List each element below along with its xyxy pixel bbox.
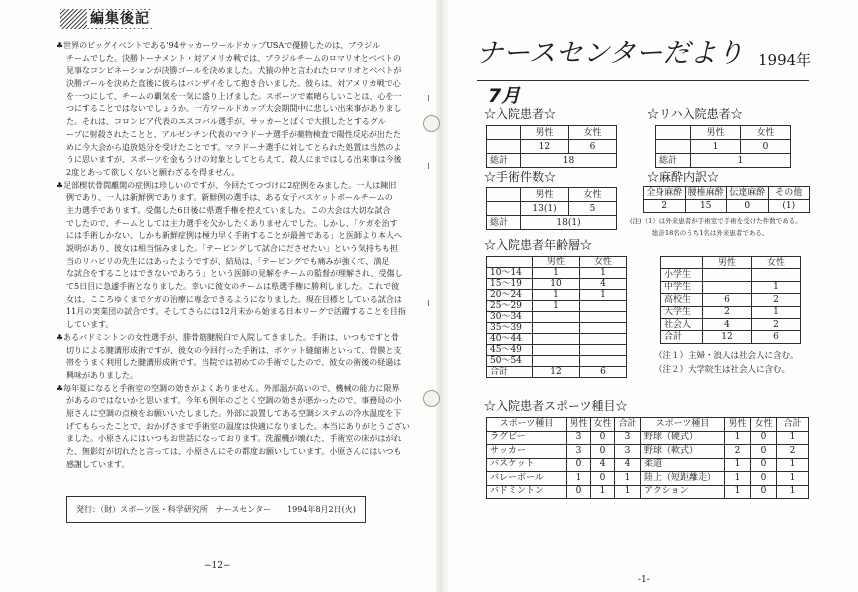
table-row — [661, 281, 801, 293]
occupation-note: （注１）主婦・浪人は社会人に含む。 — [654, 351, 799, 361]
male-count: 12 — [521, 140, 569, 154]
row-label: 中学生 — [661, 281, 703, 293]
row-label: 30～34 — [487, 312, 533, 323]
note-line: でしたので、チームとしては主力選手を欠かしたくありませんでした。しかし、「ケガを治す — [66, 218, 398, 228]
header-row — [487, 126, 617, 140]
table-cell: 10 — [533, 279, 580, 290]
table-row — [487, 279, 627, 290]
blank-cell — [656, 140, 691, 154]
header-row — [487, 418, 809, 432]
table-cell: 0 — [751, 431, 777, 445]
sports-table — [486, 417, 809, 499]
table-cell: 1 — [725, 485, 751, 499]
note-line: げてもらったことで、おかげさまで手術室の温度は快適になりました。本当にありがとうござい — [66, 421, 410, 431]
note-line: めに今大会から追放処分を受けたことです。マラドーナ選手に対してとられた処置は当然のよ — [66, 142, 402, 152]
row-label: 40～44 — [487, 334, 533, 345]
margin-mark — [428, 300, 429, 306]
blank-cell — [656, 126, 691, 140]
note-line: 見事なコンビネーションが決勝ゴールを決めました。犬猿の仲と言われたロマリオとベベトが — [66, 66, 402, 76]
table-row — [644, 200, 810, 213]
table-cell: 4 — [615, 458, 641, 472]
total-label: 総計 — [487, 216, 521, 230]
note-line: 感謝しています。 — [66, 459, 130, 469]
row-label: 45～49 — [487, 345, 533, 356]
table-cell: 1 — [752, 306, 801, 318]
total-label: 総計 — [656, 154, 691, 168]
issue-month: 7月 — [488, 85, 521, 107]
table-cell: 1 — [777, 472, 809, 486]
margin-mark — [428, 163, 429, 169]
female-count: 5 — [569, 202, 617, 216]
note-line: た。それは、コロンビア代表のエスコバル選手が、サッカーとばくで大損したとするグル — [66, 117, 386, 127]
table-cell: 2 — [703, 306, 752, 318]
table-cell: 1 — [533, 301, 580, 312]
age-groups-heading: ☆入院患者年齢層☆ — [484, 238, 593, 252]
note-paragraph — [56, 332, 428, 383]
note-line: 当のリハビリの先生にはあったようですが、結局は、「テーピングでも痛みが強くて、満足 — [66, 256, 390, 266]
row-label: 高校生 — [661, 294, 703, 306]
note-line: 説明があり、彼女は相当悩みました。「テーピングして試合にださせたい」という気持ちも担 — [66, 244, 398, 253]
table-cell: 0 — [751, 458, 777, 472]
note-line: ♣毎年夏になると手術室の空調の効きがよくありません。外部温が高いので、機械の能力に限界 — [56, 383, 400, 393]
binding-fold — [436, 0, 448, 592]
row-label: バスケット — [487, 458, 567, 472]
table-cell: 0 — [751, 472, 777, 486]
header-row — [487, 188, 617, 202]
table-cell — [533, 356, 580, 367]
table-row — [487, 472, 809, 486]
table-cell: 3 — [567, 431, 591, 445]
note-line: ました。小原さんにはいつもお世話になっております。洗濯機が壊れた、手術室の床がはがれ — [66, 434, 402, 444]
anesthesia-heading: ☆麻酔内訳☆ — [647, 170, 720, 184]
row-label: 25～29 — [487, 301, 533, 312]
table-cell: 0 — [591, 445, 615, 459]
blank-cell — [487, 140, 521, 154]
female-count: 0 — [741, 140, 791, 154]
blank-cell — [487, 188, 521, 202]
occupation-table — [660, 256, 801, 344]
table-cell: 0 — [591, 472, 615, 486]
sports-heading: ☆入院患者スポーツ種目☆ — [484, 399, 628, 413]
table-cell: 1 — [533, 268, 580, 279]
header-row — [487, 257, 627, 268]
row-label: 合計 — [661, 331, 703, 343]
total-row — [487, 216, 617, 230]
row-label: 陸上（短距離走） — [641, 472, 725, 486]
table-cell — [580, 356, 627, 367]
table-cell: 6 — [703, 294, 752, 306]
table-row — [487, 485, 809, 499]
table-cell: 1 — [580, 268, 627, 279]
column-header: 腰椎麻酔 — [685, 187, 727, 200]
header-row — [656, 126, 791, 140]
note-line: ♣足部楔状骨間離開の症例は珍しいのですが、今回たてつづけに2症例をみました。一人は陳旧 — [56, 180, 397, 190]
column-header: スポーツ種目 — [487, 418, 567, 432]
row-label: 10～14 — [487, 268, 533, 279]
note-line: 2度とあって欲しくないと願わざるを得ません。 — [66, 167, 240, 177]
male-count: 13(1) — [521, 202, 569, 216]
table-row — [487, 312, 627, 323]
table-cell — [580, 323, 627, 334]
newsletter-title: ナースセンターだより — [476, 38, 744, 69]
note-line: 決勝ゴールを決めた直後に彼らはバンザイをして抱き合いました。彼らは、対アメリカ戦で心 — [66, 79, 401, 89]
table-cell: 3 — [615, 445, 641, 459]
total-row — [487, 154, 617, 168]
table-cell: 2 — [777, 445, 809, 459]
row-label: バドミントン — [487, 485, 567, 499]
column-header — [487, 257, 533, 268]
rehab-inpatients-table — [655, 125, 791, 168]
table-cell: 4 — [591, 458, 615, 472]
blank-cell — [487, 126, 521, 140]
editor-notes-header — [60, 9, 152, 29]
table-body — [656, 126, 791, 168]
table-cell — [533, 312, 580, 323]
table-cell: 2 — [644, 200, 686, 213]
row-label: 50～54 — [487, 356, 533, 367]
table-cell: 2 — [752, 294, 801, 306]
column-header: 男性 — [533, 257, 580, 268]
total-count: 18 — [521, 154, 617, 168]
column-header — [661, 257, 703, 269]
table-cell: 1 — [615, 472, 641, 486]
column-header: 女性 — [569, 126, 617, 140]
table-cell: 0 — [567, 458, 591, 472]
column-header: その他 — [768, 187, 810, 200]
row-label: 柔道 — [641, 458, 725, 472]
editor-notes-body — [56, 40, 428, 471]
anesthesia-note: (注)（1）は外来患者が手術室で手術を受けた件数である。 — [630, 217, 802, 225]
table-row — [487, 445, 809, 459]
table-cell — [580, 312, 627, 323]
table-row — [661, 318, 801, 330]
note-line: しています。 — [66, 320, 114, 330]
table-cell: 12 — [533, 367, 580, 378]
column-header: 女性 — [751, 418, 777, 432]
note-line: 帯をうまく利用した腱溝形成術です。当院では初めての手術でしたので、彼女の術後の経過は — [66, 358, 402, 368]
table-cell: 0 — [591, 431, 615, 445]
note-line: て5日目に急遽手術となりました。幸いに彼女のチームは県選手権に勝利しました。これで彼 — [66, 282, 400, 292]
table-row — [661, 306, 801, 318]
anesthesia-table — [643, 186, 810, 213]
note-line: 切りによる腱溝形成術ですが、彼女の今回行った手術は、ポケット縫縮術といって、骨膜と支 — [66, 345, 402, 355]
table-row — [487, 202, 617, 216]
column-header: 男性 — [521, 188, 569, 202]
inpatients-heading: ☆入院患者☆ — [484, 107, 557, 121]
inpatients-table — [486, 125, 617, 168]
column-header: 女性 — [752, 257, 801, 269]
column-header: 全身麻酔 — [644, 187, 686, 200]
total-row — [656, 154, 791, 168]
note-line: 主力選手であります。受傷した6日後に県選手権を控えていました。この大会は大切な試合 — [66, 205, 391, 215]
row-label: 20～24 — [487, 290, 533, 301]
occupation-note: （注２）大学院生は社会人に含む。 — [654, 365, 791, 375]
blank-cell — [487, 202, 521, 216]
column-header: 男性 — [691, 126, 741, 140]
note-line: ♣あるバドミントンの女性選手が、腓骨筋腱脱臼で入院してきました。手術は、いつもですと骨 — [56, 332, 400, 342]
table-row — [487, 290, 627, 301]
column-header: 合計 — [777, 418, 809, 432]
right-page-number: -1- — [638, 575, 650, 585]
row-label: ラグビー — [487, 431, 567, 445]
table-cell: 0 — [751, 445, 777, 459]
table-row — [487, 301, 627, 312]
note-paragraph — [56, 40, 428, 180]
table-cell: 2 — [725, 445, 751, 459]
column-header: 女性 — [591, 418, 615, 432]
table-body — [487, 257, 627, 378]
total-count: 1 — [691, 154, 791, 168]
surgeries-table — [486, 187, 617, 230]
note-line: つにすることではないでしょうか。一方ワールドカップ大会期間中に悲しい出来事がありまし — [66, 104, 402, 114]
note-line: チームでした。決勝トーナメント・対アメリカ戦では、ブラジルチームのロマリオとベベトの — [66, 53, 401, 63]
table-cell: 1 — [777, 458, 809, 472]
table-row — [487, 334, 627, 345]
total-label: 総計 — [487, 154, 521, 168]
column-header: 男性 — [703, 257, 752, 269]
column-header: 合計 — [615, 418, 641, 432]
table-cell: 1 — [580, 290, 627, 301]
note-paragraph — [56, 180, 428, 332]
table-body — [661, 257, 801, 344]
table-cell: 0 — [751, 485, 777, 499]
table-cell — [580, 345, 627, 356]
note-line: ♣世界のビッグイベントである'94サッカーワールドカップUSAで優勝したのは、ブラジル — [56, 41, 380, 50]
header-row — [644, 187, 810, 200]
table-cell: 15 — [685, 200, 727, 213]
table-row — [656, 140, 791, 154]
table-cell — [533, 345, 580, 356]
table-cell: 1 — [725, 472, 751, 486]
publisher-box: 発行：（財）スポーツ医・科学研究所 ナースセンター 1994年8月2日(火) — [66, 496, 366, 523]
row-label: 社会人 — [661, 318, 703, 330]
surgeries-heading: ☆手術件数☆ — [484, 170, 557, 184]
table-cell — [533, 323, 580, 334]
margin-mark — [428, 95, 429, 101]
table-cell: 3 — [615, 431, 641, 445]
table-cell: 1 — [725, 431, 751, 445]
note-line: うに思いますが、スポーツを金もうけの対象としてとらえて、殺人にまではしる出来事は今後 — [66, 155, 402, 165]
table-row — [487, 140, 617, 154]
table-cell: 6 — [580, 367, 627, 378]
total-count: 18(1) — [521, 216, 617, 230]
left-page-number: −12− — [204, 561, 231, 571]
table-row — [661, 331, 801, 343]
column-header: 女性 — [580, 257, 627, 268]
table-row — [661, 294, 801, 306]
table-cell — [580, 301, 627, 312]
row-label: 大学生 — [661, 306, 703, 318]
note-line: 原さんに空調の点検をお願いいたしました。外部に設置してある空調システムの冷水温度を下 — [66, 408, 402, 418]
table-cell — [533, 334, 580, 345]
note-line: 興味がありました。 — [66, 370, 138, 380]
table-cell: 0 — [567, 485, 591, 499]
table-body — [487, 418, 809, 499]
column-header: 男性 — [725, 418, 751, 432]
table-cell: 2 — [752, 318, 801, 330]
table-body — [487, 188, 617, 230]
table-cell: 3 — [567, 445, 591, 459]
row-label: バレーボール — [487, 472, 567, 486]
table-cell: 12 — [703, 331, 752, 343]
table-cell — [703, 281, 752, 293]
table-cell: 6 — [752, 331, 801, 343]
row-label: サッカー — [487, 445, 567, 459]
table-cell: 1 — [591, 485, 615, 499]
table-cell: 1 — [777, 431, 809, 445]
table-cell: 1 — [567, 472, 591, 486]
table-row — [487, 458, 809, 472]
row-label: アクション — [641, 485, 725, 499]
table-row — [487, 356, 627, 367]
row-label: 野球（硬式） — [641, 431, 725, 445]
column-header: 男性 — [521, 126, 569, 140]
row-label: 15～19 — [487, 279, 533, 290]
note-paragraph — [56, 383, 428, 472]
column-header: 伝達麻酔 — [727, 187, 769, 200]
row-label: 小学生 — [661, 269, 703, 281]
table-cell: 1 — [615, 485, 641, 499]
table-row — [487, 323, 627, 334]
anesthesia-note: 総計18名のうち1名は外来患者である。 — [652, 229, 769, 237]
table-cell: 4 — [580, 279, 627, 290]
title-underline — [477, 80, 809, 81]
note-line: 例であり、一人は新鮮例であります。新鮮例の選手は、ある女子バスケットボールチームの — [66, 193, 393, 203]
table-cell: 4 — [703, 318, 752, 330]
male-count: 1 — [691, 140, 741, 154]
row-label: 野球（軟式） — [641, 445, 725, 459]
female-count: 6 — [569, 140, 617, 154]
table-cell: 1 — [725, 458, 751, 472]
table-cell — [752, 269, 801, 281]
table-cell: (1) — [768, 200, 810, 213]
table-row — [487, 367, 627, 378]
table-row — [487, 431, 809, 445]
table-cell — [703, 269, 752, 281]
note-line: ープに射殺されたことと、アルゼンチン代表のマラドーナ選手が薬物検査で陽性反応が出たた — [66, 129, 401, 139]
column-header: 女性 — [741, 126, 791, 140]
table-cell: 1 — [752, 281, 801, 293]
table-row — [661, 269, 801, 281]
table-cell: 0 — [727, 200, 769, 213]
column-header: 男性 — [567, 418, 591, 432]
note-line: があるのではないかと思います。今年も例年のごとく空調の効きが悪かったので、事務局の小 — [66, 396, 402, 406]
column-header: スポーツ種目 — [641, 418, 725, 432]
table-row — [487, 345, 627, 356]
column-header: 女性 — [569, 188, 617, 202]
newsletter-year: 1994年 — [758, 51, 812, 69]
table-cell — [580, 334, 627, 345]
row-label: 35～39 — [487, 323, 533, 334]
rehab-inpatients-heading: ☆リハ入院患者☆ — [647, 107, 743, 121]
table-body — [644, 187, 810, 213]
editor-notes-title: 編集後記 — [87, 10, 152, 28]
note-line: な試合をすることはできないであろう」という医師の見解をチームの監督が理解され、受傷し — [66, 269, 403, 279]
note-line: 11月の実業団の試合です。そしてさらには12月末から始まる日本リーグで活躍することを目指 — [66, 307, 406, 317]
note-line: には手術しかない、しかも新鮮症例は極力早く手術することが最善である」と医師より本人へ — [66, 231, 402, 241]
table-cell: 1 — [777, 485, 809, 499]
age-groups-table — [486, 256, 627, 378]
table-body — [487, 126, 617, 168]
note-line: を一つにして、チームの覇気を一気に盛り上げました。スポーツで素晴らしいことは、心を一 — [66, 91, 402, 101]
note-line: た、無影灯が切れたと言っては、小原さんにその都度お願いしています。小原さんにはいつも — [66, 447, 402, 456]
note-line: 女は、こころゆくまでケガの治療に専念できるようになりました。現在目標としている試合は — [66, 294, 402, 304]
header-row — [661, 257, 801, 269]
table-row — [487, 268, 627, 279]
row-label: 合計 — [487, 367, 533, 378]
table-cell: 1 — [533, 290, 580, 301]
